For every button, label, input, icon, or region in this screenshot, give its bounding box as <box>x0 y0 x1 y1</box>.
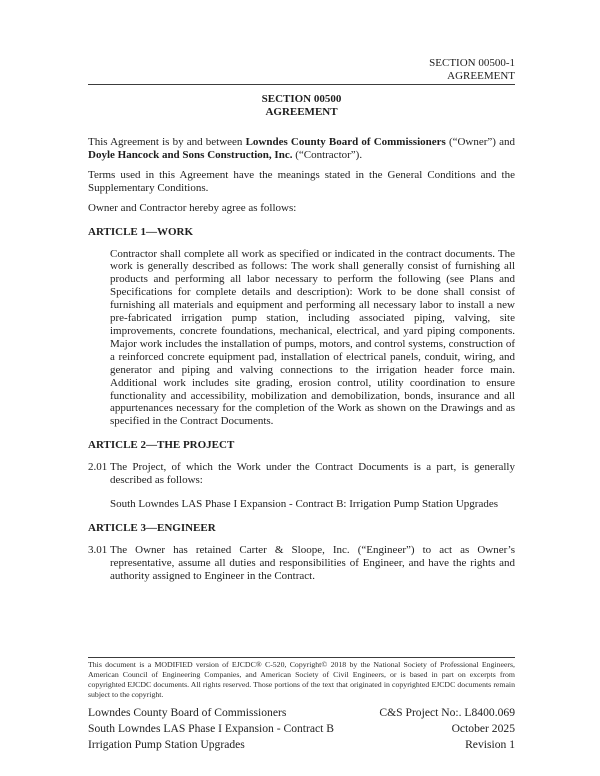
footer-revision: Revision 1 <box>465 737 515 751</box>
page-footer <box>88 657 515 753</box>
footer-project-name: South Lowndes LAS Phase I Expansion - Contract B <box>88 721 335 735</box>
article-3-item-text: The Owner has retained Carter & Sloope, Inc. (“Engineer”) to act as Owner’s representative, assume all duties and responsibilities of Engineer, and have the rights and authority assigned to Engineer in the Contract. <box>110 543 515 582</box>
paragraph-agreement-parties <box>88 136 515 162</box>
article-1-heading: ARTICLE 1—WORK <box>88 225 194 238</box>
article-3-item <box>88 544 515 583</box>
article-2-item <box>88 461 515 487</box>
footer-project-owner: Lowndes County Board of Commissioners <box>88 705 287 719</box>
header-divider <box>88 84 515 85</box>
footer-date: October 2025 <box>451 721 515 735</box>
paragraph-terms: Terms used in this Agreement have the meanings stated in the General Conditions and the Supplementary Conditions. <box>88 168 515 194</box>
article-3 <box>88 522 515 583</box>
footer-project-component: Irrigation Pump Station Upgrades <box>88 737 245 751</box>
header-doc-type: AGREEMENT <box>447 70 515 82</box>
article-3-item-number: 3.01 <box>88 543 108 556</box>
page-header <box>88 57 515 83</box>
contractor-suffix: (“Contractor”). <box>292 148 363 161</box>
article-1-body: Contractor shall complete all work as specified or indicated in the contract documents. The work is generally described as follows: The work shall generally consist of furnishing all products and performing all labor necessary to perform the following (see Plans and Specifications for complete details and description): Work to be done shall consist of furnishing all materials and equipment and performing all necessary labor to install a new pre-fabricated irrigation pump station, including associated piping, valving, site improvements, concrete foundations, mechanical, electrical, and yard piping components. Major work includes the installation of pumps, motors, and control systems, construction of a reinforced concrete equipment pad, installation of electrical panels, conduit, wiring, and generator and piping and valving connections to the irrigation header force main. Additional work includes site grading, erosion control, utility coordination to ensure functionality and accessibility, mobilization and demobilization, bonds, insurance and all appurtenances necessary for the completion of the Work as shown on the Drawings and as specified in the Contract Documents. <box>110 247 515 428</box>
footer-project-block <box>88 705 515 753</box>
parties-prefix: This Agreement is by and between <box>88 136 246 148</box>
document-title-line2: AGREEMENT <box>265 106 338 118</box>
article-2-heading: ARTICLE 2—THE PROJECT <box>88 439 235 452</box>
document-title-line1: SECTION 00500 <box>261 93 342 105</box>
footer-left-column <box>88 705 334 753</box>
article-2-item-number: 2.01 <box>88 461 108 474</box>
footer-project-number: C&S Project No:. L8400.069 <box>379 705 515 719</box>
paragraph-agree: Owner and Contractor hereby agree as follows: <box>88 201 297 214</box>
owner-suffix: (“Owner”) and <box>445 136 515 148</box>
document-title <box>88 93 515 119</box>
contractor-name: Doyle Hancock and Sons Construction, Inc. <box>88 148 293 161</box>
footer-disclaimer: This document is a MODIFIED version of EJCDC® C-520, Copyright© 2018 by the National Society of Professional Engineers, American Council of Engineering Companies, and American Society of Civil Engineers, or is based in part on excerpts from copyrighted EJCDC documents. All rights reserved. Those portions of the text that originated in copyrighted EJCDC documents remain subject to the copyright. <box>88 660 515 699</box>
footer-divider <box>88 657 515 658</box>
article-2-item-text: The Project, of which the Work under the Contract Documents is a part, is generally described as follows: <box>110 461 515 487</box>
footer-right-column <box>379 705 515 753</box>
article-1 <box>88 226 515 429</box>
article-2 <box>88 439 515 511</box>
article-3-heading: ARTICLE 3—ENGINEER <box>88 521 216 534</box>
header-section-ref: SECTION 00500-1 <box>429 57 515 69</box>
owner-name: Lowndes County Board of Commissioners <box>245 136 446 148</box>
project-description: South Lowndes LAS Phase I Expansion - Contract B: Irrigation Pump Station Upgrades <box>110 498 499 511</box>
